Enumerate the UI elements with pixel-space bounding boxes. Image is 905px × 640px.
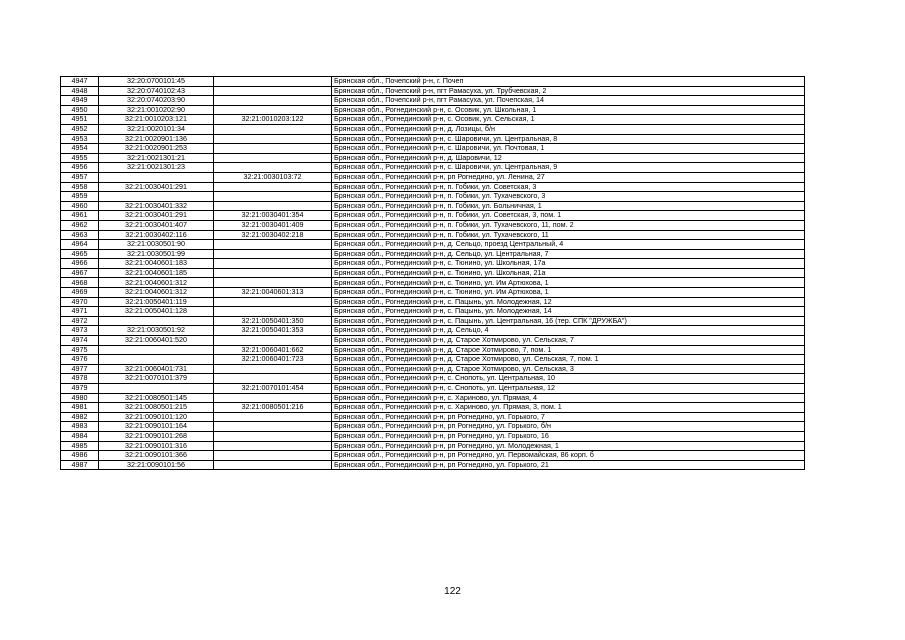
building-number-cell [214,460,332,470]
address-cell: Брянская обл., Рогнединский р-н, с. Шаровичи, ул. Почтовая, 1 [332,144,805,154]
table-row [61,163,805,173]
building-number-cell: 32:21:0060401:723 [214,355,332,365]
cadastral-number-cell: 32:21:0030401:291 [99,182,214,192]
row-number-cell: 4952 [61,124,99,134]
row-number-cell: 4971 [61,307,99,317]
table-row [61,124,805,134]
building-number-cell [214,412,332,422]
building-number-cell [214,201,332,211]
building-number-cell: 32:21:0060401:662 [214,345,332,355]
building-number-cell [214,297,332,307]
table-row [61,345,805,355]
cadastral-number-cell: 32:21:0030402:116 [99,230,214,240]
address-cell: Брянская обл., Рогнединский р-н, п. Гобики, ул. Больничная, 1 [332,201,805,211]
cadastral-number-cell: 32:21:0030401:407 [99,220,214,230]
building-number-cell [214,144,332,154]
address-cell: Брянская обл., Рогнединский р-н, с. Шаровичи, ул. Центральная, 8 [332,134,805,144]
building-number-cell [214,153,332,163]
address-cell: Брянская обл., Рогнединский р-н, с. Снопоть, ул. Центральная, 10 [332,374,805,384]
table-row [61,134,805,144]
address-cell: Брянская обл., Рогнединский р-н, д. Сельцо, ул. Центральная, 7 [332,249,805,259]
address-cell: Брянская обл., Рогнединский р-н, с. Тюнино, ул. Им Артюхова, 1 [332,278,805,288]
table-row [61,441,805,451]
address-cell: Брянская обл., Рогнединский р-н, п. Гобики, ул. Советская, 3 [332,182,805,192]
address-cell: Брянская обл., Почепский р-н, г. Почеп [332,77,805,87]
table-row [61,307,805,317]
cadastral-number-cell: 32:21:0090101:56 [99,460,214,470]
row-number-cell: 4970 [61,297,99,307]
address-cell: Брянская обл., Рогнединский р-н, с. Хариново, ул. Прямая, 4 [332,393,805,403]
table-row [61,403,805,413]
cadastral-number-cell [99,345,214,355]
row-number-cell: 4982 [61,412,99,422]
address-cell: Брянская обл., Рогнединский р-н, д. Лозицы, б/н [332,124,805,134]
row-number-cell: 4974 [61,336,99,346]
building-number-cell [214,105,332,115]
row-number-cell: 4985 [61,441,99,451]
row-number-cell: 4976 [61,355,99,365]
building-number-cell [214,336,332,346]
address-cell: Брянская обл., Почепский р-н, пгт Рамасуха, ул. Трубчевская, 2 [332,86,805,96]
building-number-cell [214,192,332,202]
building-number-cell: 32:21:0030402:218 [214,230,332,240]
table-row [61,288,805,298]
cadastral-number-cell: 32:21:0040601:185 [99,268,214,278]
table-row [61,460,805,470]
building-number-cell [214,374,332,384]
cadastral-number-cell: 32:21:0070101:379 [99,374,214,384]
row-number-cell: 4967 [61,268,99,278]
cadastral-number-cell: 32:21:0021301:21 [99,153,214,163]
building-number-cell: 32:21:0030401:354 [214,211,332,221]
cadastral-number-cell: 32:21:0090101:268 [99,431,214,441]
address-cell: Брянская обл., Рогнединский р-н, с. Снопоть, ул. Центральная, 12 [332,384,805,394]
table-row [61,336,805,346]
cadastral-number-cell [99,172,214,182]
cadastral-number-cell: 32:21:0040601:183 [99,259,214,269]
row-number-cell: 4981 [61,403,99,413]
cadastral-number-cell: 32:21:0050401:128 [99,307,214,317]
address-cell: Брянская обл., Рогнединский р-н, п. Гобики, ул. Тухачевского, 11 [332,230,805,240]
address-cell: Брянская обл., Рогнединский р-н, рп Рогнедино, ул. Горького, 16 [332,431,805,441]
table-row [61,364,805,374]
table-row [61,431,805,441]
address-cell: Брянская обл., Рогнединский р-н, рп Рогнедино, ул. Горького, б/н [332,422,805,432]
row-number-cell: 4956 [61,163,99,173]
table-row [61,115,805,125]
cadastral-number-cell [99,384,214,394]
building-number-cell [214,163,332,173]
row-number-cell: 4959 [61,192,99,202]
table-row [61,211,805,221]
table-row [61,412,805,422]
cadastral-number-cell: 32:20:0740102:43 [99,86,214,96]
cadastral-number-cell [99,316,214,326]
building-number-cell [214,182,332,192]
cadastral-number-cell: 32:21:0030501:90 [99,240,214,250]
address-cell: Брянская обл., Рогнединский р-н, п. Гобики, ул. Тухачевского, 11, пом. 2 [332,220,805,230]
building-number-cell: 32:21:0050401:353 [214,326,332,336]
building-number-cell: 32:21:0080501:216 [214,403,332,413]
cadastral-number-cell: 32:21:0090101:120 [99,412,214,422]
address-cell: Брянская обл., Рогнединский р-н, с. Тюнино, ул. Школьная, 17а [332,259,805,269]
address-cell: Брянская обл., Рогнединский р-н, д. Сельцо, проезд Центральный, 4 [332,240,805,250]
building-number-cell [214,86,332,96]
page-number: 122 [444,586,461,597]
building-number-cell [214,249,332,259]
row-number-cell: 4978 [61,374,99,384]
cadastral-number-cell: 32:21:0010202:90 [99,105,214,115]
cadastral-number-cell: 32:21:0040601:312 [99,288,214,298]
address-cell: Брянская обл., Рогнединский р-н, рп Рогнедино, ул. Горького, 7 [332,412,805,422]
row-number-cell: 4987 [61,460,99,470]
building-number-cell [214,240,332,250]
cadastral-number-cell: 32:21:0090101:366 [99,451,214,461]
building-number-cell: 32:21:0070101:454 [214,384,332,394]
building-number-cell [214,393,332,403]
table-row [61,374,805,384]
address-cell: Брянская обл., Рогнединский р-н, п. Гобики, ул. Советская, 3, пом. 1 [332,211,805,221]
address-cell: Брянская обл., Рогнединский р-н, рп Рогнедино, ул. Первомайская, 86 корп. б [332,451,805,461]
table-row [61,393,805,403]
row-number-cell: 4977 [61,364,99,374]
row-number-cell: 4968 [61,278,99,288]
row-number-cell: 4950 [61,105,99,115]
building-number-cell: 32:21:0030103:72 [214,172,332,182]
building-number-cell [214,134,332,144]
row-number-cell: 4953 [61,134,99,144]
building-number-cell [214,451,332,461]
cadastral-number-cell: 32:21:0060401:520 [99,336,214,346]
cadastral-number-cell: 32:21:0080501:215 [99,403,214,413]
row-number-cell: 4954 [61,144,99,154]
row-number-cell: 4955 [61,153,99,163]
row-number-cell: 4949 [61,96,99,106]
cadastral-number-cell: 32:21:0050401:119 [99,297,214,307]
row-number-cell: 4969 [61,288,99,298]
address-cell: Брянская обл., Рогнединский р-н, д. Старое Хотмирово, ул. Сельская, 7, пом. 1 [332,355,805,365]
cadastral-number-cell: 32:21:0090101:316 [99,441,214,451]
table-row [61,105,805,115]
row-number-cell: 4965 [61,249,99,259]
cadastral-number-cell: 32:21:0020901:253 [99,144,214,154]
row-number-cell: 4973 [61,326,99,336]
table-row [61,268,805,278]
table-body [61,77,805,470]
table-row [61,201,805,211]
address-cell: Брянская обл., Рогнединский р-н, с. Пацынь, ул. Центральная, 16 (тер. СПК "ДРУЖБА") [332,316,805,326]
row-number-cell: 4947 [61,77,99,87]
address-cell: Брянская обл., Рогнединский р-н, с. Шаровичи, ул. Центральная, 9 [332,163,805,173]
table-row [61,422,805,432]
building-number-cell [214,307,332,317]
table-row [61,278,805,288]
row-number-cell: 4948 [61,86,99,96]
building-number-cell [214,96,332,106]
row-number-cell: 4984 [61,431,99,441]
table-row [61,326,805,336]
cadastral-number-cell: 32:21:0030401:332 [99,201,214,211]
row-number-cell: 4962 [61,220,99,230]
building-number-cell: 32:21:0040601:313 [214,288,332,298]
table-row [61,297,805,307]
cadastral-number-cell: 32:21:0040601:312 [99,278,214,288]
address-cell: Брянская обл., Рогнединский р-н, рп Рогнедино, ул. Горького, 21 [332,460,805,470]
row-number-cell: 4951 [61,115,99,125]
row-number-cell: 4957 [61,172,99,182]
building-number-cell [214,278,332,288]
row-number-cell: 4972 [61,316,99,326]
table-row [61,249,805,259]
cadastral-number-cell: 32:21:0030401:291 [99,211,214,221]
table-row [61,230,805,240]
address-cell: Брянская обл., Рогнединский р-н, д. Старое Хотмирово, ул. Сельская, 7 [332,336,805,346]
table-row [61,153,805,163]
address-cell: Брянская обл., Почепский р-н, пгт Рамасуха, ул. Почепская, 14 [332,96,805,106]
address-cell: Брянская обл., Рогнединский р-н, с. Осовик, ул. Сельская, 1 [332,115,805,125]
building-number-cell [214,259,332,269]
building-number-cell [214,364,332,374]
table-row [61,144,805,154]
row-number-cell: 4964 [61,240,99,250]
building-number-cell: 32:21:0010203:122 [214,115,332,125]
cadastral-number-cell: 32:21:0021301:23 [99,163,214,173]
cadastral-number-cell: 32:21:0030501:99 [99,249,214,259]
table-row [61,259,805,269]
cadastral-number-cell: 32:20:0700101:45 [99,77,214,87]
building-number-cell [214,441,332,451]
table-row [61,316,805,326]
address-cell: Брянская обл., Рогнединский р-н, д. Сельцо, 4 [332,326,805,336]
building-number-cell [214,431,332,441]
table-row [61,172,805,182]
cadastral-number-cell: 32:21:0020101:34 [99,124,214,134]
address-cell: Брянская обл., Рогнединский р-н, с. Тюнино, ул. Им Артюхова, 1 [332,288,805,298]
address-cell: Брянская обл., Рогнединский р-н, с. Хариново, ул. Прямая, 3, пом. 1 [332,403,805,413]
building-number-cell [214,268,332,278]
table-row [61,182,805,192]
row-number-cell: 4979 [61,384,99,394]
table-row [61,384,805,394]
table-row [61,77,805,87]
address-cell: Брянская обл., Рогнединский р-н, д. Старое Хотмирово, ул. Сельская, 3 [332,364,805,374]
building-number-cell [214,422,332,432]
cadastral-number-cell: 32:21:0030501:92 [99,326,214,336]
address-cell: Брянская обл., Рогнединский р-н, д. Старое Хотмирово, 7, пом. 1 [332,345,805,355]
cadastral-number-cell: 32:21:0060401:731 [99,364,214,374]
cadastral-number-cell: 32:21:0090101:164 [99,422,214,432]
row-number-cell: 4983 [61,422,99,432]
row-number-cell: 4958 [61,182,99,192]
address-cell: Брянская обл., Рогнединский р-н, п. Гобики, ул. Тухачевского, 3 [332,192,805,202]
row-number-cell: 4966 [61,259,99,269]
address-cell: Брянская обл., Рогнединский р-н, рп Рогнедино, ул. Молодежная, 1 [332,441,805,451]
table-row [61,451,805,461]
table-row [61,96,805,106]
cadastral-number-cell [99,355,214,365]
cadastral-number-cell: 32:21:0010203:121 [99,115,214,125]
cadastral-number-cell: 32:21:0020901:136 [99,134,214,144]
row-number-cell: 4975 [61,345,99,355]
address-cell: Брянская обл., Рогнединский р-н, с. Пацынь, ул. Молодежная, 14 [332,307,805,317]
table-row [61,355,805,365]
table-row [61,86,805,96]
building-number-cell: 32:21:0050401:350 [214,316,332,326]
row-number-cell: 4961 [61,211,99,221]
row-number-cell: 4986 [61,451,99,461]
table-row [61,192,805,202]
address-cell: Брянская обл., Рогнединский р-н, д. Шаровичи, 12 [332,153,805,163]
row-number-cell: 4963 [61,230,99,240]
address-cell: Брянская обл., Рогнединский р-н, с. Пацынь, ул. Молодежная, 12 [332,297,805,307]
building-number-cell [214,77,332,87]
row-number-cell: 4960 [61,201,99,211]
row-number-cell: 4980 [61,393,99,403]
cadastral-number-cell: 32:21:0080501:145 [99,393,214,403]
building-number-cell: 32:21:0030401:409 [214,220,332,230]
address-cell: Брянская обл., Рогнединский р-н, с. Тюнино, ул. Школьная, 21а [332,268,805,278]
cadastral-number-cell [99,192,214,202]
table-row [61,240,805,250]
property-table [60,76,805,470]
address-cell: Брянская обл., Рогнединский р-н, с. Осовик, ул. Школьная, 1 [332,105,805,115]
cadastral-number-cell: 32:20:0740203:90 [99,96,214,106]
address-cell: Брянская обл., Рогнединский р-н, рп Рогнедино, ул. Ленина, 27 [332,172,805,182]
table-row [61,220,805,230]
building-number-cell [214,124,332,134]
